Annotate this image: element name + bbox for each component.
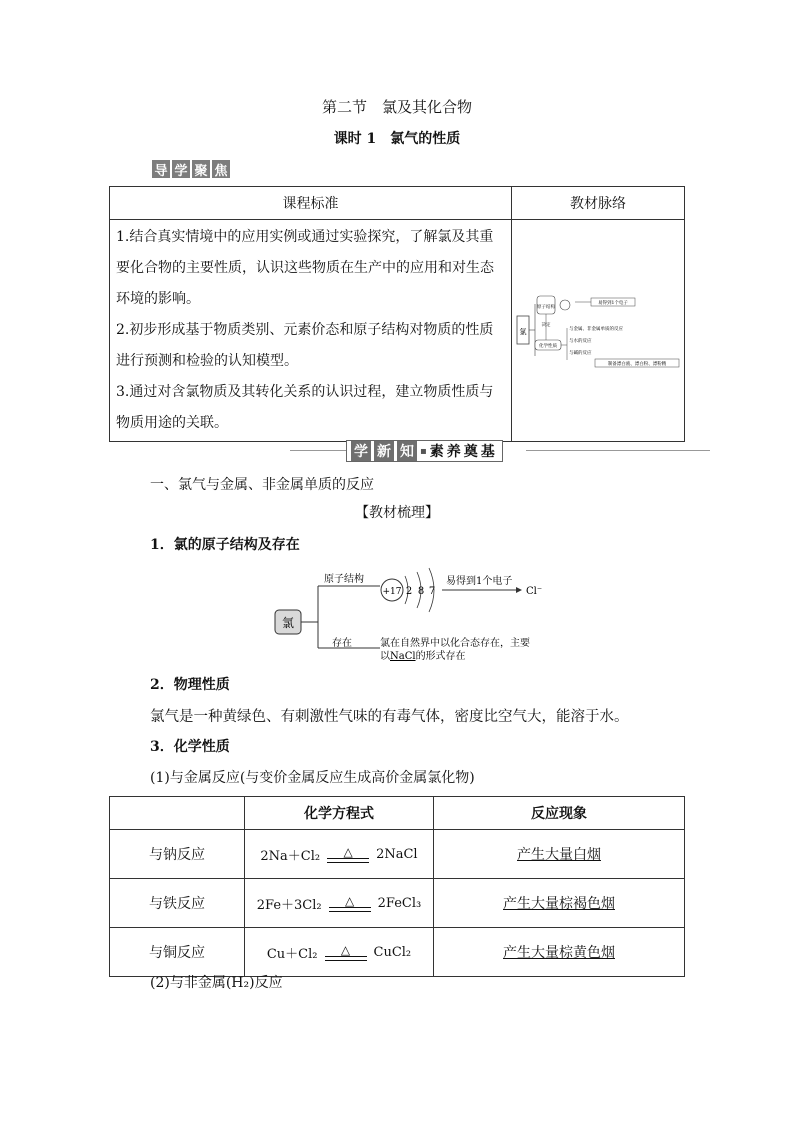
mini-node-electron: 易得到1个电子	[598, 300, 628, 306]
reaction-label: 与钠反应	[110, 830, 245, 879]
banner-char: 聚	[192, 160, 210, 178]
page-subtitle: 课时 1 氯气的性质	[333, 131, 461, 147]
diagram-branch-exist: 存在	[332, 638, 352, 649]
banner-char: 导	[152, 160, 170, 178]
table-header: 反应现象	[434, 797, 685, 830]
chloride-ion: Cl⁻	[526, 586, 543, 597]
table-header: 课程标准	[110, 187, 512, 220]
metal-reaction-table	[109, 796, 685, 977]
nonmetal-reaction-heading: (2)与非金属(H₂)反应	[150, 975, 283, 991]
exist-text: 氯在自然界中以化合态存在，主要	[380, 638, 530, 649]
table-row	[110, 879, 685, 928]
mini-branch: 与金属、非金属单质的反应	[569, 326, 623, 332]
banner-bold-text: 素养奠基	[429, 444, 498, 460]
atom-structure-diagram	[270, 566, 570, 666]
table-header: 教材脉络	[512, 187, 685, 220]
table-header: 化学方程式	[245, 797, 434, 830]
equation-cell: Cu＋Cl₂ △ CuCl₂	[245, 928, 434, 977]
mini-concept-map	[513, 286, 683, 376]
banner-highlight-char: 知	[397, 441, 417, 461]
reaction-label: 与铜反应	[110, 928, 245, 977]
equation-cell: 2Na＋Cl₂ △ 2NaCl	[245, 830, 434, 879]
heading-textbook: 【教材梳理】	[355, 505, 439, 521]
phenomenon: 产生大量棕黄色烟	[434, 928, 685, 977]
phenomenon: 产生大量白烟	[434, 830, 685, 879]
banner-highlight-char: 学	[351, 441, 371, 461]
curriculum-table	[109, 186, 685, 442]
arrow-label: 易得到1个电子	[446, 576, 513, 587]
shell-electrons: 7	[428, 586, 436, 597]
diagram-branch-structure: 原子结构	[324, 574, 364, 585]
metal-reaction-heading: (1)与金属反应(与变价金属反应生成高价金属氯化物)	[150, 770, 475, 786]
exist-text-2: 以NaCl的形式存在	[380, 651, 466, 662]
standard-item: 2.初步形成基于物质类别、元素价态和原子结构对物质的性质进行预测和检验的认知模型。	[116, 322, 494, 369]
page-title: 第二节 氯及其化合物	[321, 98, 472, 116]
banner-rule	[290, 450, 346, 451]
section-banner	[290, 439, 710, 463]
phenomenon: 产生大量棕褐色烟	[434, 879, 685, 928]
nucleus-label: +17	[382, 587, 402, 597]
table-row	[110, 830, 685, 879]
section-banner-box	[346, 440, 503, 462]
reaction-label: 与铁反应	[110, 879, 245, 928]
heading-chemical: 3．化学性质	[150, 739, 230, 755]
mini-node-chem: 化学性质	[539, 343, 557, 349]
mini-node-decide: 决定	[541, 322, 551, 328]
heading-structure: 1．氯的原子结构及存在	[150, 537, 300, 553]
mini-node-structure: 原子结构	[537, 304, 555, 310]
mini-root: 氯	[519, 327, 527, 336]
banner-dot: ▪	[420, 445, 427, 457]
standard-item: 1.结合真实情境中的应用实例或通过实验探究，了解氯及其重要化合物的主要性质，认识这些物质在生产中的应用和对生态环境的影响。	[116, 229, 494, 307]
diagram-root: 氯	[281, 616, 295, 630]
shell-electrons: 2	[405, 586, 413, 597]
mini-map-cell	[512, 220, 685, 442]
mini-node-bleach: 制备漂白液、漂白粉、漂粉精	[607, 361, 667, 367]
banner-char: 学	[172, 160, 190, 178]
standard-item: 3.通过对含氯物质及其转化关系的认识过程，建立物质性质与物质用途的关联。	[116, 384, 494, 431]
mini-branch: 与水的反应	[569, 338, 592, 344]
shell-electrons: 8	[417, 586, 425, 597]
banner-rule	[526, 450, 710, 451]
standards-cell	[110, 220, 512, 442]
table-header	[110, 797, 245, 830]
mini-branch: 与碱的反应	[569, 350, 592, 356]
physical-properties: 氯气是一种黄绿色、有刺激性气味的有毒气体，密度比空气大，能溶于水。	[150, 709, 629, 725]
heading-physical: 2．物理性质	[150, 677, 230, 693]
heading-reactions: 一、氯气与金属、非金属单质的反应	[150, 477, 374, 493]
table-row	[110, 928, 685, 977]
banner-char: 焦	[212, 160, 230, 178]
guide-banner	[152, 160, 230, 178]
equation-cell: 2Fe＋3Cl₂ △ 2FeCl₃	[245, 879, 434, 928]
banner-highlight-char: 新	[374, 441, 394, 461]
